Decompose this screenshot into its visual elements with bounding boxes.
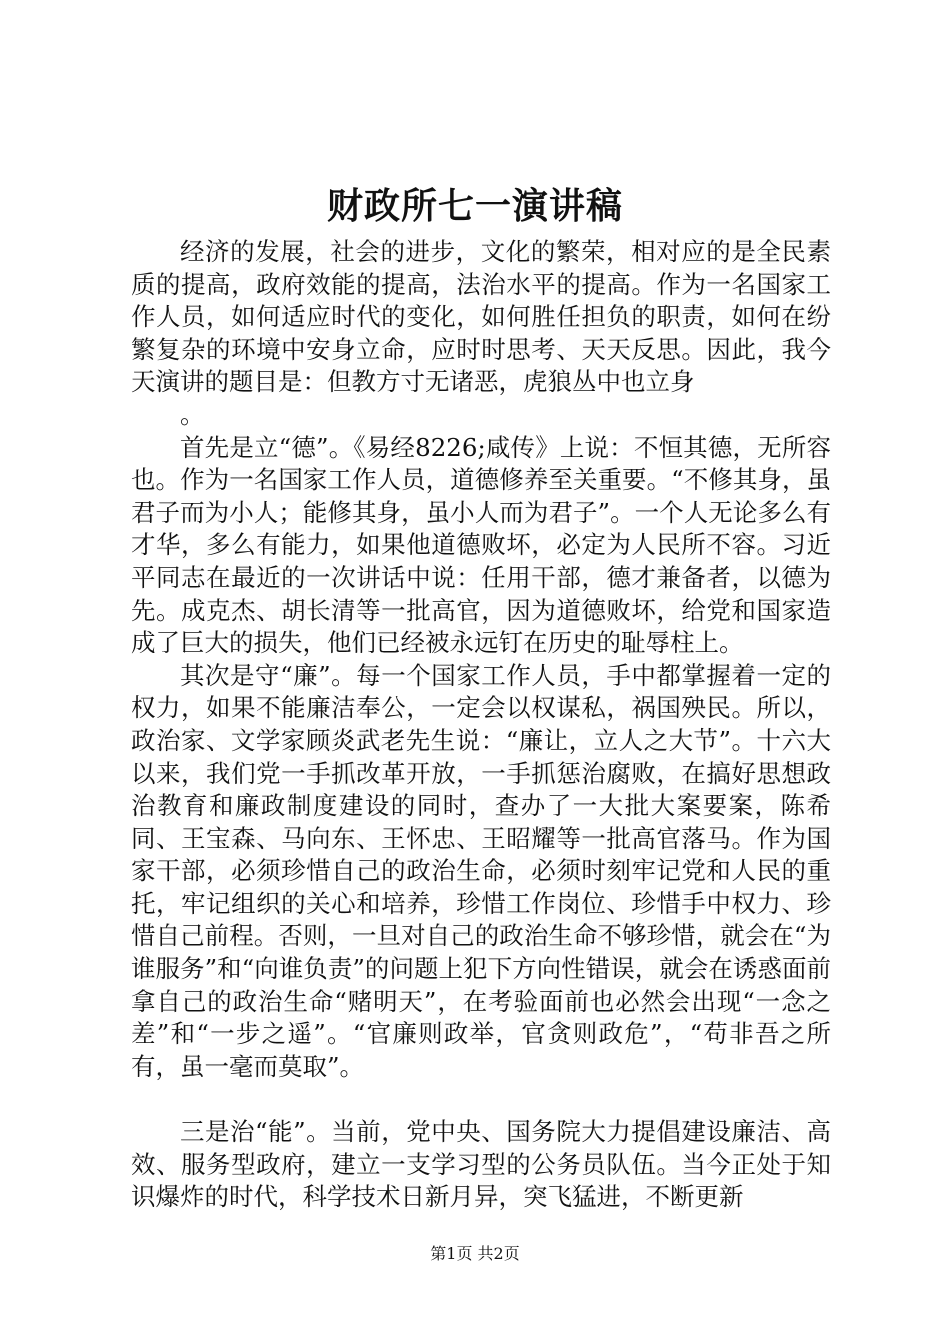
paragraph-spacer <box>131 1083 831 1116</box>
paragraph-intro-end: 。 <box>180 399 205 429</box>
paragraph-ability: 三是治“能”。当前，党中央、国务院大力提倡建设廉洁、高效、服务型政府，建立一支学习型的公务员队伍。当今正处于知识爆炸的时代，科学技术日新月异，突飞猛进，不断更新 <box>131 1117 831 1212</box>
paragraph-virtue: 首先是立“德”。《易经8226;咸传》上说：不恒其德，无所容也。作为一名国家工作人员，道德修养至关重要。“不修其身，虽君子而为小人；能修其身，虽小人而为君子”。一个人无论多么有才华，多么有能力，如果他道德败坏，必定为人民所不容。习近平同志在最近的一次讲话中说：任用干部，德才兼备者，以德为先。成克杰、胡长清等一批高官，因为道德败坏，给党和国家造成了巨大的损失，他们已经被永远钉在历史的耻辱柱上。 <box>131 432 831 658</box>
document-title: 财政所七一演讲稿 <box>326 185 623 227</box>
paragraph-intro: 经济的发展，社会的进步，文化的繁荣，相对应的是全民素质的提高，政府效能的提高，法治水平的提高。作为一名国家工作人员，如何适应时代的变化，如何胜任担负的职责，如何在纷繁复杂的环境中安身立命，应时时思考、天天反思。因此，我今天演讲的题目是：但教方寸无诸恶，虎狼丛中也立身 <box>131 237 831 397</box>
page-footer: 第1页 共2页 <box>430 1244 520 1263</box>
paragraph-integrity: 其次是守“廉”。每一个国家工作人员，手中都掌握着一定的权力，如果不能廉洁奉公，一定会以权谋私，祸国殃民。所以，政治家、文学家顾炎武老先生说：“廉让，立人之大节”。十六大以来，我们党一手抓改革开放，一手抓惩治腐败，在搞好思想政治教育和廉政制度建设的同时，查办了一大批大案要案，陈希同、王宝森、马向东、王怀忠、王昭耀等一批高官落马。作为国家干部，必须珍惜自己的政治生命，必须时刻牢记党和人民的重托，牢记组织的关心和培养，珍惜工作岗位、珍惜手中权力、珍惜自己前程。否则，一旦对自己的政治生命不够珍惜，就会在“为谁服务”和“向谁负责”的问题上犯下方向性错误，就会在诱惑面前拿自己的政治生命“赌明天”，在考验面前也必然会出现“一念之差”和“一步之遥”。“官廉则政举，官贪则政危”，“苟非吾之所有，虽一毫而莫取”。 <box>131 660 831 1081</box>
document-body <box>131 236 831 1214</box>
